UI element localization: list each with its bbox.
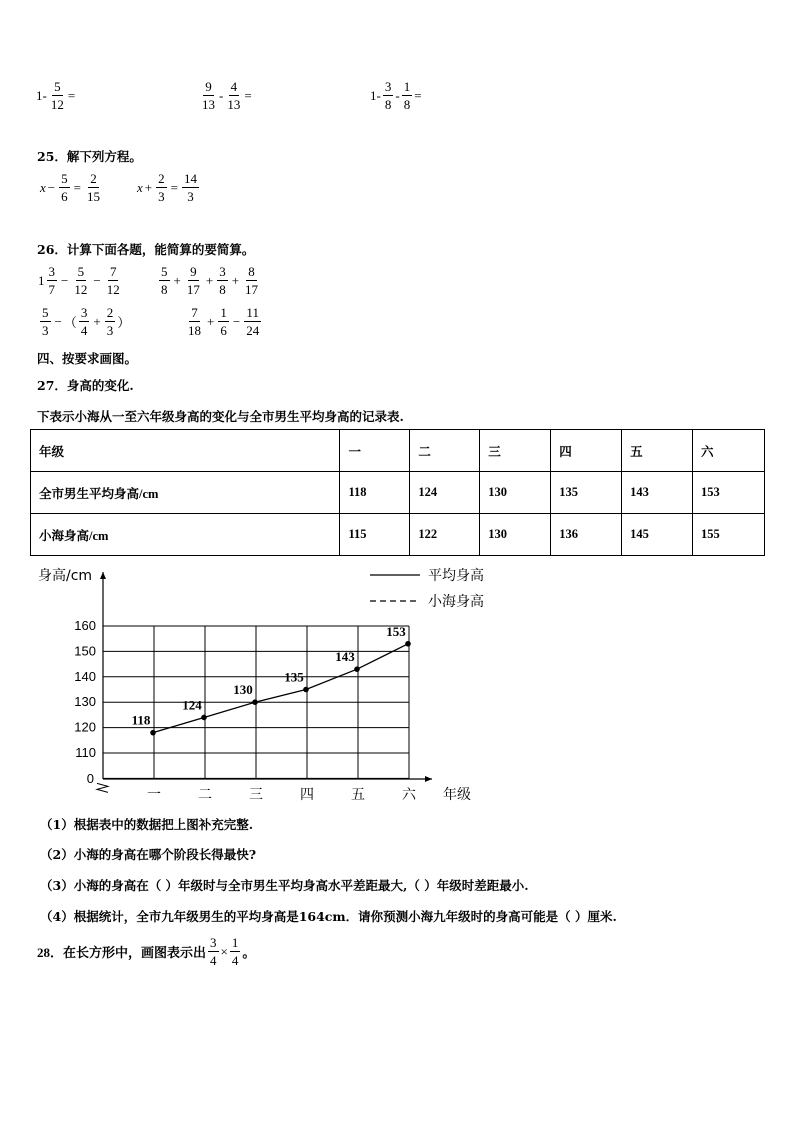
table-header-row xyxy=(31,430,765,472)
table-cell: 六 xyxy=(693,430,765,472)
legend-label: 小海身高 xyxy=(428,594,484,610)
y-axis-label: 身高/cm xyxy=(38,568,93,584)
table-row xyxy=(31,514,765,556)
y-tick-label: 110 xyxy=(75,745,96,760)
x-tick-label: 一 xyxy=(147,787,161,803)
table-cell: 全市男生平均身高/cm xyxy=(31,472,340,514)
q25-title: 25．解下列方程。 xyxy=(37,149,142,164)
x-tick-label: 三 xyxy=(249,787,263,803)
fraction: $\frac{3}{8}$ xyxy=(384,79,392,112)
x-tick-label: 四 xyxy=(300,787,314,803)
series-line-average xyxy=(153,644,408,733)
table-cell: 二 xyxy=(410,430,480,472)
q27-sub-4: （4）根据统计，全市九年级男生的平均身高是164cm．请你预测小海九年级时的身高可能是（ ）厘米. xyxy=(40,909,617,924)
x-tick-label: 六 xyxy=(402,787,416,803)
fraction: $\frac{5}{12}$ xyxy=(50,79,64,112)
data-point xyxy=(201,715,207,721)
q27-sub-1: （1）根据表中的数据把上图补充完整. xyxy=(40,817,254,832)
table-cell: 136 xyxy=(551,514,622,556)
table-cell: 130 xyxy=(480,514,551,556)
data-point xyxy=(354,666,360,672)
q27-sub-2: （2）小海的身高在哪个阶段长得最快? xyxy=(40,847,257,862)
arith-expr-3: 1- $\frac{3}{8}$ - $\frac{1}{8}$ = xyxy=(370,79,422,112)
q27-sub-3: （3）小海的身高在（ ）年级时与全市男生平均身高水平差距最大,（ ）年级时差距最小. xyxy=(40,878,529,893)
table-cell: 124 xyxy=(410,472,480,514)
table-cell: 130 xyxy=(480,472,551,514)
y-tick-label: 140 xyxy=(74,668,96,684)
table-row xyxy=(31,472,765,514)
q26-expr-2: $\frac{5}{8}$ + $\frac{9}{17}$ + $\frac{3}{8}$ + $\frac{8}{17}$ xyxy=(161,264,259,297)
fraction: $\frac{1}{8}$ xyxy=(403,79,411,112)
table-cell: 153 xyxy=(693,472,765,514)
q25-equation-2: x + $\frac{2}{3}$ = $\frac{14}{3}$ xyxy=(137,171,197,204)
data-label: 118 xyxy=(131,712,151,728)
arith-expr-1: 1- $\frac{5}{12}$ = xyxy=(36,79,76,112)
data-point xyxy=(405,641,411,647)
table-cell: 一 xyxy=(340,430,410,472)
lead-text: 1- xyxy=(36,87,47,103)
data-point xyxy=(252,699,258,705)
x-tick-label: 二 xyxy=(198,787,212,803)
q26-expr-3: $\frac{5}{3}$ − （ $\frac{3}{4}$ + $\frac{2}{3}$ ） xyxy=(42,305,131,338)
table-cell: 135 xyxy=(551,472,622,514)
data-point xyxy=(303,687,309,693)
table-cell: 118 xyxy=(340,472,410,514)
q27-intro: 下表示小海从一至六年级身高的变化与全市男生平均身高的记录表. xyxy=(37,409,404,424)
section-heading: 四、按要求画图。 xyxy=(37,351,138,366)
table-cell: 155 xyxy=(693,514,765,556)
data-label: 130 xyxy=(233,682,253,698)
y-tick-label: 150 xyxy=(74,643,96,659)
q28-title: 28．在长方形中，画图表示出 xyxy=(37,945,207,960)
table-cell: 115 xyxy=(340,514,410,556)
q26-title: 26．计算下面各题，能简算的要简算。 xyxy=(37,242,255,257)
origin-label: 0 xyxy=(86,771,94,786)
y-tick-label: 160 xyxy=(74,618,96,633)
x-axis-label: 年级 xyxy=(443,787,471,803)
table-cell: 143 xyxy=(622,472,693,514)
data-label: 143 xyxy=(335,649,355,665)
fraction: $\frac{9}{13}$ xyxy=(202,79,215,112)
height-record-table xyxy=(30,429,765,556)
fraction: $\frac{4}{13}$ xyxy=(227,79,241,112)
y-tick-label: 130 xyxy=(74,694,96,710)
table-cell: 145 xyxy=(622,514,693,556)
y-tick-label: 120 xyxy=(74,719,96,735)
data-label: 153 xyxy=(386,623,406,639)
q26-expr-1: 1 $\frac{3}{7}$ − $\frac{5}{12}$ − $\frac{7}{12}$ xyxy=(38,264,120,297)
arith-expr-2: $\frac{9}{13}$ - $\frac{4}{13}$ = xyxy=(202,79,252,112)
table-cell: 小海身高/cm xyxy=(31,514,340,556)
data-label: 124 xyxy=(182,697,202,713)
q28: 28．在长方形中，画图表示出 $\frac{3}{4}$ × $\frac{1}{4}$ 。 xyxy=(37,935,256,968)
x-tick-label: 五 xyxy=(351,787,365,803)
data-label: 135 xyxy=(284,669,304,685)
table-cell: 三 xyxy=(480,430,551,472)
height-line-chart xyxy=(0,560,794,810)
q26-expr-4: $\frac{7}{18}$ + $\frac{1}{6}$ − $\frac{11}{24}$ xyxy=(188,305,260,338)
table-cell: 122 xyxy=(410,514,480,556)
axis-break-mark xyxy=(97,783,108,792)
legend-label: 平均身高 xyxy=(428,568,484,584)
data-point xyxy=(150,730,156,736)
q25-equation-1: x − $\frac{5}{6}$ = $\frac{2}{15}$ xyxy=(40,171,100,204)
table-cell: 年级 xyxy=(31,430,340,472)
table-cell: 四 xyxy=(551,430,622,472)
table-cell: 五 xyxy=(622,430,693,472)
q27-title: 27．身高的变化. xyxy=(37,378,134,393)
